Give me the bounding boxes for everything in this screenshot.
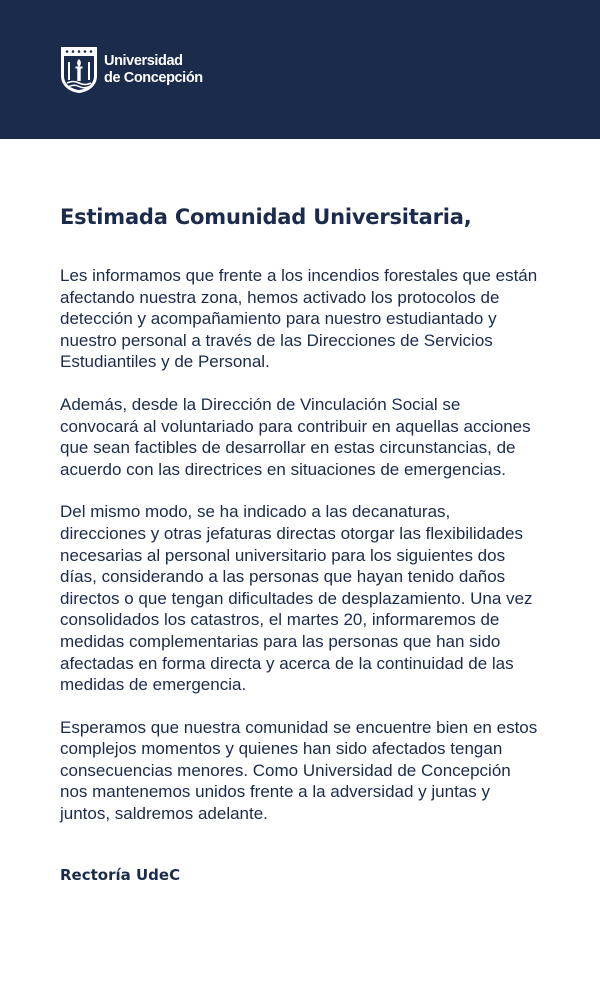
logo-line-1: Universidad	[104, 53, 183, 69]
paragraph-2: Además, desde la Dirección de Vinculación Social se convocará al voluntariado para contribuir en aquellas acciones que sean factibles de desarrollar en estas circunstancias, de acuerdo con las directrices en situaciones de emergencias.	[60, 394, 531, 479]
paragraph-4: Esperamos que nuestra comunidad se encuentre bien en estos complejos momentos y quienes han sido afectados tengan consecuencias menores. Como Universidad de Concepción nos mantenemos unidos frente a la adversidad y juntas y juntos, saldremos adelante.	[60, 717, 538, 824]
letter-greeting: Estimada Comunidad Universitaria,	[60, 205, 472, 229]
paragraph-3: Del mismo modo, se ha indicado a las decanaturas, direcciones y otras jefaturas directas otorgar las flexibilidades necesarias al personal universitario para los siguientes dos días, considerando a las personas que hayan tenido daños directos o que tengan dificultades de desplazamiento. Una vez consolidados los catastros, el martes 20, informaremos de medidas complementarias para las personas que han sido afectadas en forma directa y acerca de la continuidad de las medidas de emergencia.	[60, 502, 533, 695]
letter-body	[60, 200, 540, 886]
university-seal-icon	[60, 46, 98, 94]
logo-wordmark	[104, 53, 203, 87]
university-logo	[60, 46, 203, 94]
signature: Rectoría UdeC	[60, 865, 181, 884]
header-bar	[0, 0, 600, 139]
paragraph-1: Les informamos que frente a los incendios forestales que están afectando nuestra zona, hemos activado los protocolos de detección y acompañamiento para nuestro estudiantado y nuestro personal a través de las Direcciones de Servicios Estudiantiles y de Personal.	[60, 266, 538, 372]
logo-line-2: de Concepción	[104, 70, 203, 86]
